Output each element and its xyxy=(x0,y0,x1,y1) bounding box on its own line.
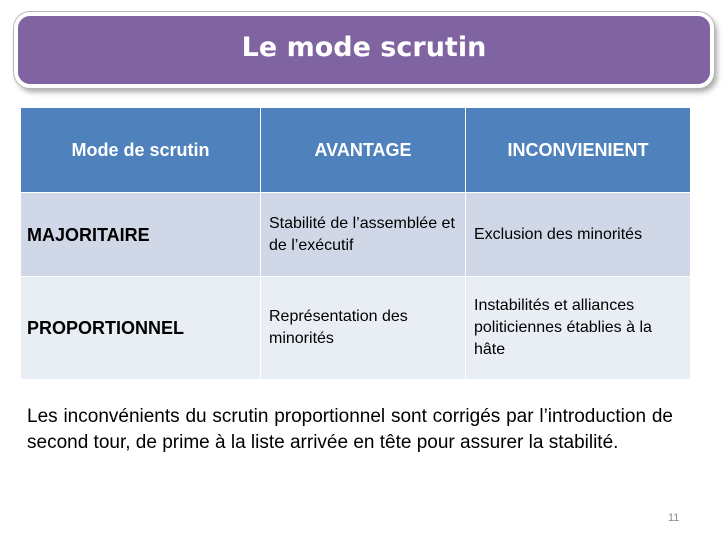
row-inconvenient: Exclusion des minorités xyxy=(466,193,691,277)
table-header-row xyxy=(21,108,691,193)
header-inconvenient: INCONVIENIENT xyxy=(466,108,691,193)
note-paragraph: Les inconvénients du scrutin proportionnel sont corrigés par l’introduction de second tour, de prime à la liste arrivée en tête pour assurer la stabilité. xyxy=(27,406,673,453)
row-avantage: Stabilité de l’assemblée et de l’exécutif xyxy=(261,193,466,277)
title-banner xyxy=(14,12,714,88)
header-avantage: AVANTAGE xyxy=(261,108,466,193)
row-mode: MAJORITAIRE xyxy=(21,193,261,277)
scrutin-table xyxy=(20,107,691,380)
slide-title: Le mode scrutin xyxy=(241,32,487,63)
row-avantage: Représentation des minorités xyxy=(261,277,466,380)
row-mode: PROPORTIONNEL xyxy=(21,277,261,380)
header-mode: Mode de scrutin xyxy=(21,108,261,193)
table-row xyxy=(21,277,691,380)
table-row xyxy=(21,193,691,277)
page-number: 11 xyxy=(668,512,680,524)
row-inconvenient: Instabilités et alliances politiciennes établies à la hâte xyxy=(466,277,691,380)
